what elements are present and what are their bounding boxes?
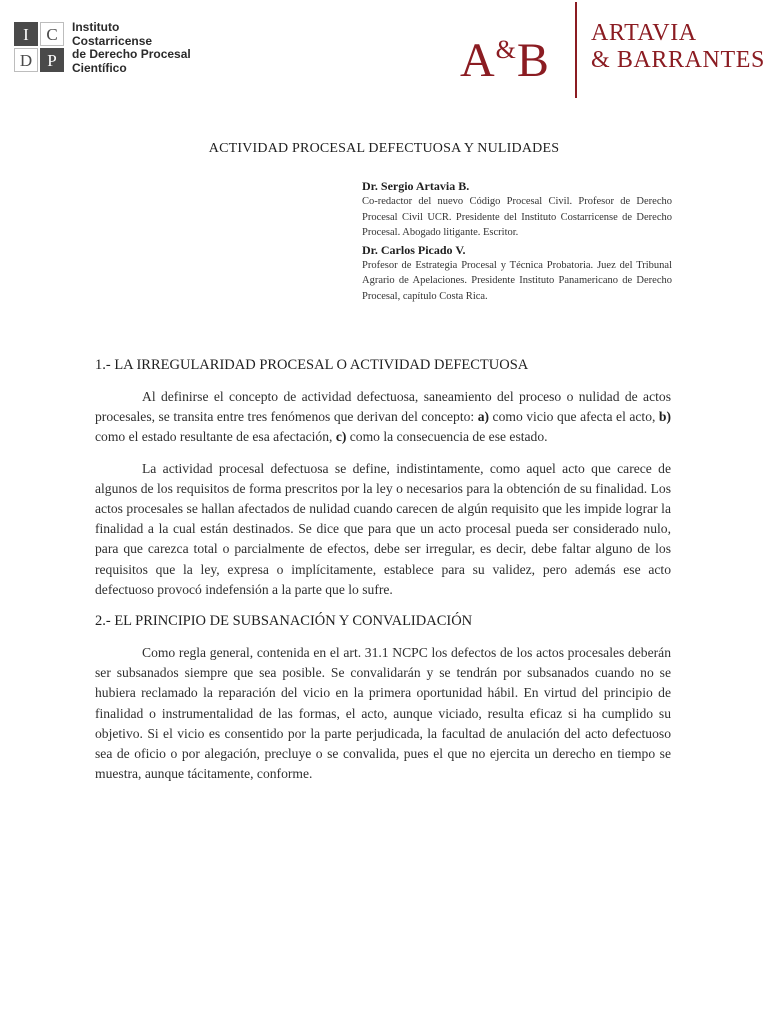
icdp-letter-i: I — [14, 22, 38, 46]
paragraph — [95, 387, 671, 448]
document-body — [95, 355, 671, 795]
document-title: ACTIVIDAD PROCESAL DEFECTUOSA Y NULIDADES — [208, 141, 560, 156]
text-run: Al definirse el concepto de actividad defectuosa, saneamiento del proceso o nulidad de actos procesales, se transita entre tres fenómenos que derivan del concepto: — [95, 389, 671, 425]
icdp-letter-c: C — [40, 22, 64, 46]
enumeration-marker: a) — [477, 409, 490, 425]
icdp-name-line: Científico — [72, 60, 127, 75]
firm-name — [591, 20, 765, 74]
icdp-name-line: Instituto — [72, 20, 120, 34]
author-bio: Co-redactor del nuevo Código Procesal Civil. Profesor de Derecho Procesal Civil UCR. Presidente del Instituto Costarricense de Derecho Procesal. Abogado litigante. Escritor. — [362, 196, 672, 238]
icdp-letter-grid — [14, 22, 64, 72]
ab-monogram — [460, 26, 549, 85]
author-bio: Profesor de Estrategia Procesal y Técnica Probatoria. Juez del Tribunal Agrario de Apelaciones. Presidente Instituto Panamericano de Derecho Procesal, capítulo Costa Rica. — [362, 259, 672, 302]
text-run: como la consecuencia de ese estado. — [346, 429, 548, 445]
text-run: como el estado resultante de esa afectación, — [95, 429, 336, 445]
icdp-letter-d: D — [14, 48, 38, 72]
ab-ampersand: & — [495, 35, 516, 64]
author-name: Dr. Sergio Artavia B. — [362, 179, 470, 193]
logo-divider — [575, 2, 577, 98]
icdp-name-line: de Derecho Procesal — [72, 47, 191, 61]
author-name: Dr. Carlos Picado V. — [362, 242, 466, 257]
enumeration-marker: c) — [335, 429, 347, 445]
icdp-logo — [14, 22, 191, 75]
text-run: como vicio que afecta el acto, — [489, 409, 659, 425]
authors-block — [362, 178, 672, 304]
section-heading-2: 2.- EL PRINCIPIO DE SUBSANACIÓN Y CONVALIDACIÓN — [95, 613, 473, 630]
firm-name-line-2: & BARRANTES — [591, 47, 765, 73]
author-entry — [362, 178, 672, 241]
ab-letter-a: A — [460, 34, 495, 87]
icdp-institute-name — [72, 21, 191, 75]
section-heading-1: 1.- LA IRREGULARIDAD PROCESAL O ACTIVIDAD DEFECTUOSA — [95, 357, 529, 373]
ab-letter-b: B — [516, 34, 549, 87]
icdp-letter-p: P — [40, 48, 64, 72]
enumeration-marker: b) — [658, 409, 671, 425]
paragraph: Como regla general, contenida en el art. 31.1 NCPC los defectos de los actos procesales deberán ser subsanados siempre que sea posible. Se convalidarán y se tendrán por subsanados cuando no se hubiera reclamado la reparación del vicio en la primera oportunidad hábil. En virtud del principio de finalidad o instrumentalidad de las formas, el acto, aunque viciado, resulta eficaz si ha cumplido su objetivo. Si el vicio es consentido por la parte perjudicada, la facultad de anulación del acto defectuoso sea de oficio o por alegación, precluye o se convalida, pues el que no ejercita un derecho en tiempo se muestra, aunque tácitamente, conforme. — [95, 645, 671, 782]
icdp-name-line: Costarricense — [72, 33, 153, 48]
author-entry — [362, 242, 672, 305]
paragraph: La actividad procesal defectuosa se define, indistintamente, como aquel acto que carece de algunos de los requisitos de forma prescritos por la ley o necesarios para la obtención de su finalidad. Los actos procesales se hallan afectados de nulidad cuando carecen de algún requisito que les impide lograr la finalidad a la cual están destinados. Se dice que para que un acto procesal pueda ser considerado nulo, para que carezca total o parcialmente de efectos, debe ser irregular, es decir, debe faltar alguno de los requisitos que la ley, expresa o implícitamente, establece para su validez, pero además ese acto defectuoso provocó indefensión a la parte que lo sufre. — [95, 460, 671, 597]
firm-name-line-1: ARTAVIA — [591, 20, 697, 46]
